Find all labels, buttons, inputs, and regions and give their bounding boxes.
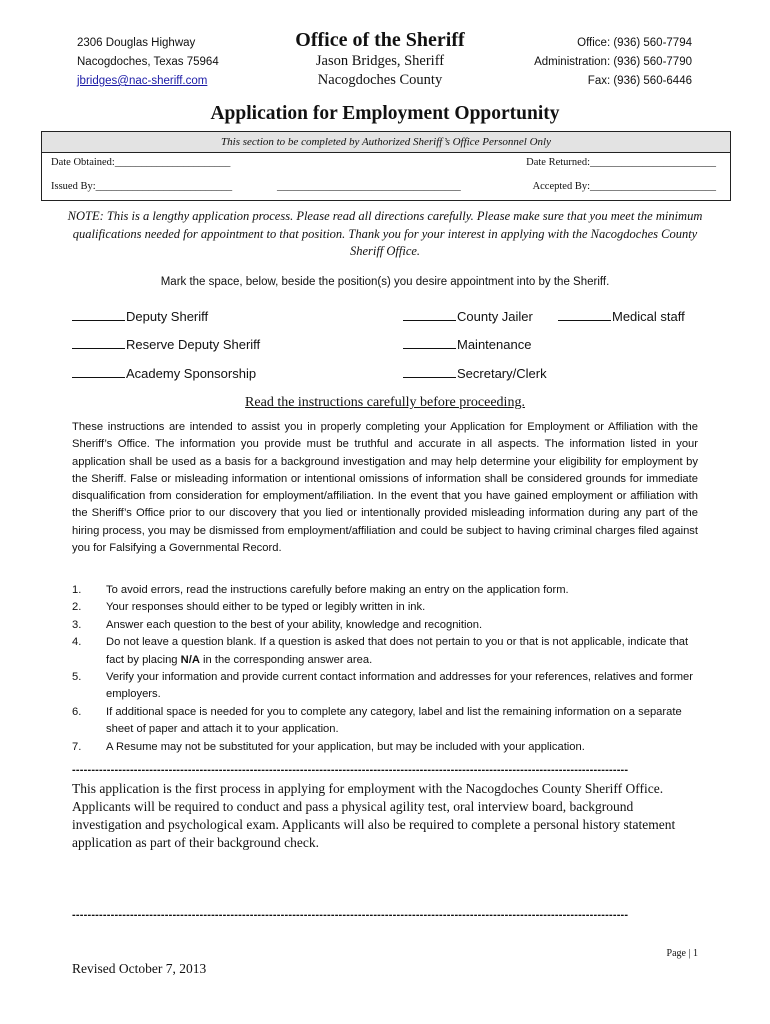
date-returned-field[interactable]: Date Returned:________________________	[526, 157, 716, 168]
list-item	[72, 634, 698, 669]
checkbox-blank[interactable]	[558, 310, 611, 321]
checkbox-blank[interactable]	[72, 338, 125, 349]
instructions-list	[72, 582, 698, 756]
accepted-by-field[interactable]: Accepted By:________________________	[532, 181, 716, 192]
date-obtained-field[interactable]: Date Obtained:______________________	[51, 157, 231, 168]
list-item	[72, 739, 698, 756]
note-paragraph: NOTE: This is a lengthy application process. Please read all directions carefully. Please make sure that you meet the minimum qualifications needed for appointment to that position. Thank you for your interest in applying with the Nacogdoches County Sheriff Office.	[67, 209, 703, 258]
email-link[interactable]: jbridges@nac-sheriff.com	[77, 75, 208, 87]
list-item	[72, 582, 698, 599]
position-reserve-deputy[interactable]	[72, 337, 260, 352]
dashed-separator-top: ------------------------------------------------------------------------------------------------------------------------------------------------	[72, 764, 629, 776]
list-text: Verify your information and provide current contact information and addresses for your references, relatives and former employers.	[106, 671, 694, 701]
position-label: Secretary/Clerk	[457, 366, 547, 381]
position-county-jailer[interactable]	[403, 309, 533, 324]
list-number: 3.	[72, 618, 82, 631]
list-item	[72, 704, 698, 739]
list-item	[72, 599, 698, 616]
fax-number: Fax: (936) 560-6446	[587, 75, 692, 87]
position-label: County Jailer	[457, 309, 533, 324]
county-name: Nacogdoches County	[317, 72, 443, 88]
page-number: Page | 1	[666, 948, 698, 959]
list-number: 4.	[72, 636, 82, 649]
checkbox-blank[interactable]	[403, 310, 456, 321]
admin-phone: Administration: (936) 560-7790	[534, 56, 692, 68]
issued-by-field[interactable]: Issued By:__________________________	[51, 181, 233, 192]
list-text: If additional space is needed for you to complete any category, label and list the remaining information on a separate sheet of paper and attach it to your application.	[106, 705, 682, 736]
list-text: in the corresponding answer area.	[199, 653, 373, 666]
checkbox-blank[interactable]	[403, 367, 456, 378]
list-text: A Resume may not be substituted for your application, but may be included with your application.	[106, 740, 585, 753]
checkbox-blank[interactable]	[72, 367, 125, 378]
position-maintenance[interactable]	[403, 337, 531, 352]
position-label: Deputy Sheriff	[126, 309, 209, 324]
list-text: Answer each question to the best of your ability, knowledge and recognition.	[106, 618, 483, 631]
admin-section-header: This section to be completed by Authorized Sheriff’s Office Personnel Only	[42, 132, 730, 153]
office-phone: Office: (936) 560-7794	[577, 37, 692, 49]
checkbox-blank[interactable]	[72, 310, 125, 321]
na-emphasis: N/A	[180, 653, 200, 666]
dashed-separator-bottom: ------------------------------------------------------------------------------------------------------------------------------------------------	[72, 909, 629, 921]
closing-paragraph: This application is the first process in applying for employment with the Nacogdoches County Sheriff Office. Applicants will be required to conduct and pass a physical agility test, oral interview board, background investigation and psychological exam. Applicants will also be required to complete a personal history statement application as part of their background check.	[72, 781, 676, 850]
list-text: Your responses should either to be typed or legibly written in ink.	[106, 601, 426, 614]
list-number: 2.	[72, 601, 82, 614]
list-number: 7.	[72, 740, 82, 753]
signature-line[interactable]: ___________________________________	[277, 181, 461, 192]
address-street: 2306 Douglas Highway	[77, 37, 196, 49]
instructions-paragraph: These instructions are intended to assist you in properly completing your Application for Employment or Affiliation with the Sheriff’s Office. The information you provide must be truthful and accurate in all aspects. The information listed in your application shall be used as a basis for a background investigation and may help determine your eligibility for employment by the Sheriff. False or misleading information or intentional omissions of information shall be considered grounds for immediate disqualification from consideration for employment/affiliation. In the event that you have gained employment or affiliation with the Sheriff’s Office prior to our discovery that you lied or intentionally provided misleading information during any part of the hiring process, you may be dismissed from employment/affiliation and could be subject to having criminal charges filed against you for Falsifying a Governmental Record.	[72, 421, 698, 555]
checkbox-blank[interactable]	[403, 338, 456, 349]
position-secretary[interactable]	[403, 366, 547, 381]
position-label: Medical staff	[612, 309, 685, 324]
sheriff-name: Jason Bridges, Sheriff	[315, 53, 445, 69]
address-city: Nacogdoches, Texas 75964	[77, 56, 219, 68]
position-label: Maintenance	[457, 337, 532, 352]
position-deputy-sheriff[interactable]	[72, 309, 208, 324]
mark-instruction: Mark the space, below, beside the position(s) you desire appointment into by the Sheriff.	[160, 276, 610, 288]
list-number: 6.	[72, 705, 82, 718]
list-number: 1.	[72, 584, 82, 596]
position-academy[interactable]	[72, 366, 256, 381]
position-medical-staff[interactable]	[558, 309, 685, 324]
admin-section-box	[41, 131, 731, 201]
office-title: Office of the Sheriff	[295, 29, 465, 51]
list-item	[72, 669, 698, 704]
revised-date: Revised October 7, 2013	[72, 961, 207, 976]
list-text: Do not leave a question blank. If a question is asked that does not pertain to you or that is not applicable, indicate that fact by placing	[106, 636, 689, 666]
list-number: 5.	[72, 671, 82, 684]
list-text: To avoid errors, read the instructions carefully before making an entry on the application form.	[106, 584, 569, 596]
read-instructions-heading: Read the instructions carefully before proceeding.	[245, 395, 525, 410]
position-label: Academy Sponsorship	[126, 366, 257, 381]
position-label: Reserve Deputy Sheriff	[126, 337, 261, 352]
page-title: Application for Employment Opportunity	[210, 103, 560, 124]
list-item	[72, 617, 698, 634]
